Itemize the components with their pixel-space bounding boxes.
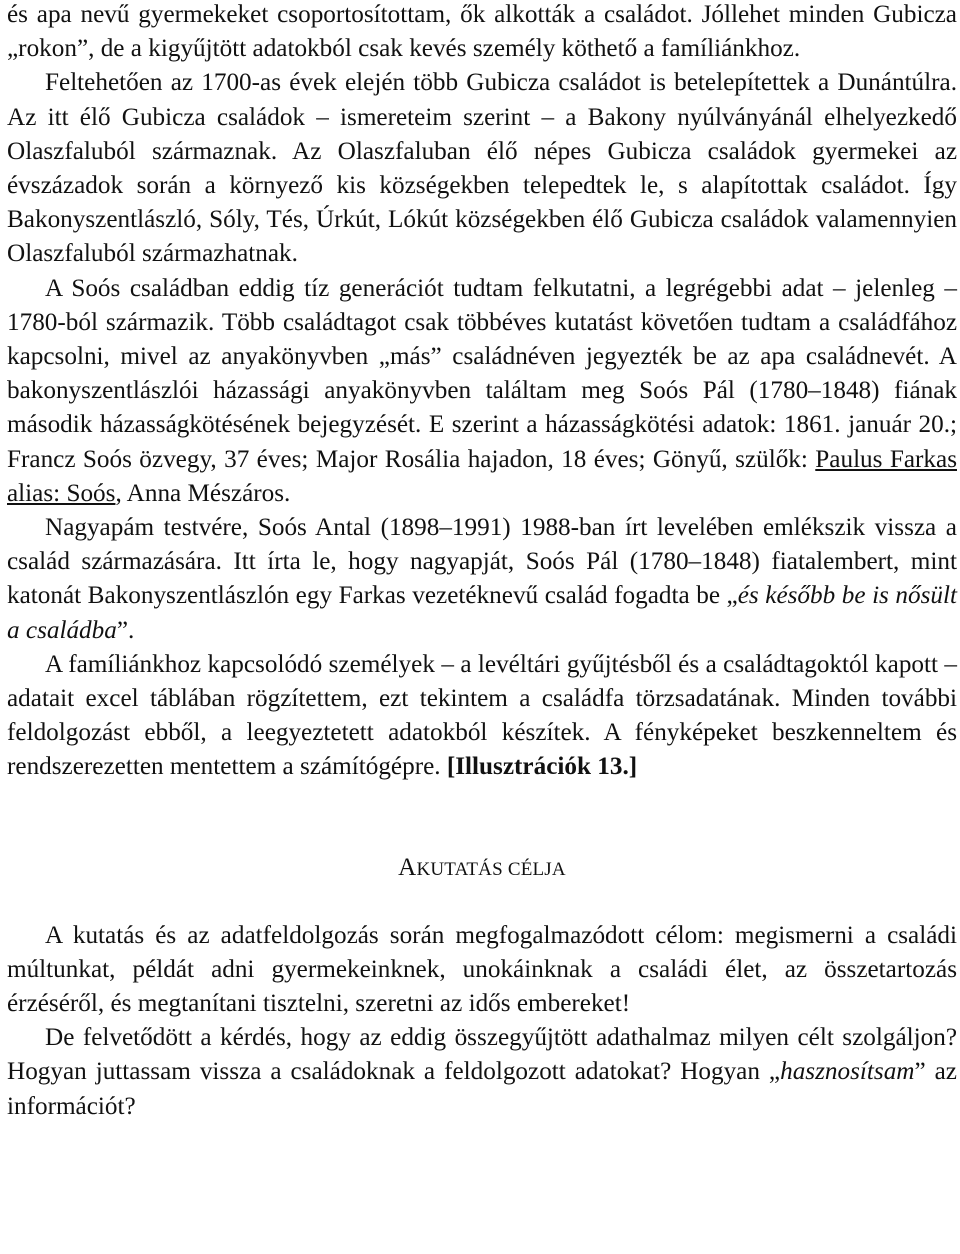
paragraph-2 xyxy=(7,66,957,271)
italic-word: hasznosítsam xyxy=(780,1058,915,1086)
paragraph-6-text: A kutatás és az adatfeldolgozás során megfogalmazódott célom: megismerni a családi múltunkat, példát adni gyermekeinknek, unokáinknak a családi élet, az összetartozás érzéséről, és megtanítani tisztelni, szeretni az idős embereket! xyxy=(7,921,957,1018)
illustration-reference: [Illusztrációk 13.] xyxy=(446,753,638,781)
paragraph-7-text: De felvetődött a kérdés, hogy az eddig összegyűjtött adathalmaz milyen célt szolgáljon? Hogyan juttassam vissza a családoknak a feldolgozott adatokat? Hogyan „ xyxy=(7,1024,957,1086)
paragraph-5-text: A famíliánkhoz kapcsolódó személyek – a levéltári gyűjtésből és a családtagoktól kapott – adatait excel táblában rögzítettem, ezt tekintem a családfa törzsadatának. Minden további feldolgozást ebből, a leegyeztetett adatokból készítek. A fényképeket beszkenneltem és rendszerezetten mentettem a számítógépre. xyxy=(7,650,957,781)
paragraph-1-text: és apa nevű gyermekeket csoportosítottam, ők alkották a családot. Jóllehet minden Gubicza „rokon”, de a kigyűjtött adatokból csak kevés személy köthető a famíliánkhoz. xyxy=(7,1,957,63)
paragraph-3 xyxy=(7,272,957,511)
paragraph-4-tail: ”. xyxy=(116,616,135,644)
paragraph-7-tail: ” az információt? xyxy=(7,1058,957,1120)
paragraph-3-text: A Soós családban eddig tíz generációt tudtam felkutatni, a legrégebbi adat – jelenleg – 1780-ból származik. Több családtagot csak többéves kutatást követően tudtam a családfához kapcsolni, mivel az anyakönyvben „más” családnéven jegyezték be az apa családnevét. A bakonyszentlászlói házassági anyakönyvben találtam meg Soós Pál (1780–1848) fiának második házasságkötésének bejegyzését. E szerint a házasságkötési adatok: 1861. január 20.; Francz Soós özvegy, 37 éves; Major Rosália hajadon, 18 éves; Gönyű, szülők: xyxy=(7,274,957,473)
paragraph-2-text: Feltehetően az 1700-as évek elején több Gubicza családot is betelepítettek a Dunántúlra. Az itt élő Gubicza családok – ismereteim szerint – a Bakony nyúlványánál elhelyezkedő Olaszfaluból származnak. Az Olaszfaluban élő népes Gubicza családok gyermekei az évszázadok során a környező kis községekben telepedtek le, s alapítottak családot. Így Bakonyszentlászló, Sóly, Tés, Úrkút, Lókút községekben élő Gubicza családok valamennyien Olaszfaluból származhatnak. xyxy=(7,69,957,268)
paragraph-4-text: Nagyapám testvére, Soós Antal (1898–1991) 1988-ban írt levelében emlékszik vissza a család származására. Itt írta le, hogy nagyapját, Soós Pál (1780–1848) fiatalembert, mint katonát Bakonyszentlászlón egy Farkas vezetéknevű család fogadta be „ xyxy=(7,514,957,610)
italic-quote: és később be is nősült a családba xyxy=(7,582,957,644)
paragraph-3-tail: , Anna Mészáros. xyxy=(115,479,291,507)
heading-rest: KUTATÁS CÉLJA xyxy=(416,858,566,880)
paragraph-6 xyxy=(7,919,957,1022)
heading-initial: A xyxy=(398,853,417,881)
paragraph-7 xyxy=(7,1021,957,1124)
paragraph-5 xyxy=(7,648,957,785)
document-page xyxy=(7,0,957,1124)
paragraph-4 xyxy=(7,511,957,648)
paragraph-1 xyxy=(7,0,957,66)
section-heading xyxy=(7,851,957,887)
underlined-name: Paulus Farkas alias: Soós xyxy=(7,445,957,507)
